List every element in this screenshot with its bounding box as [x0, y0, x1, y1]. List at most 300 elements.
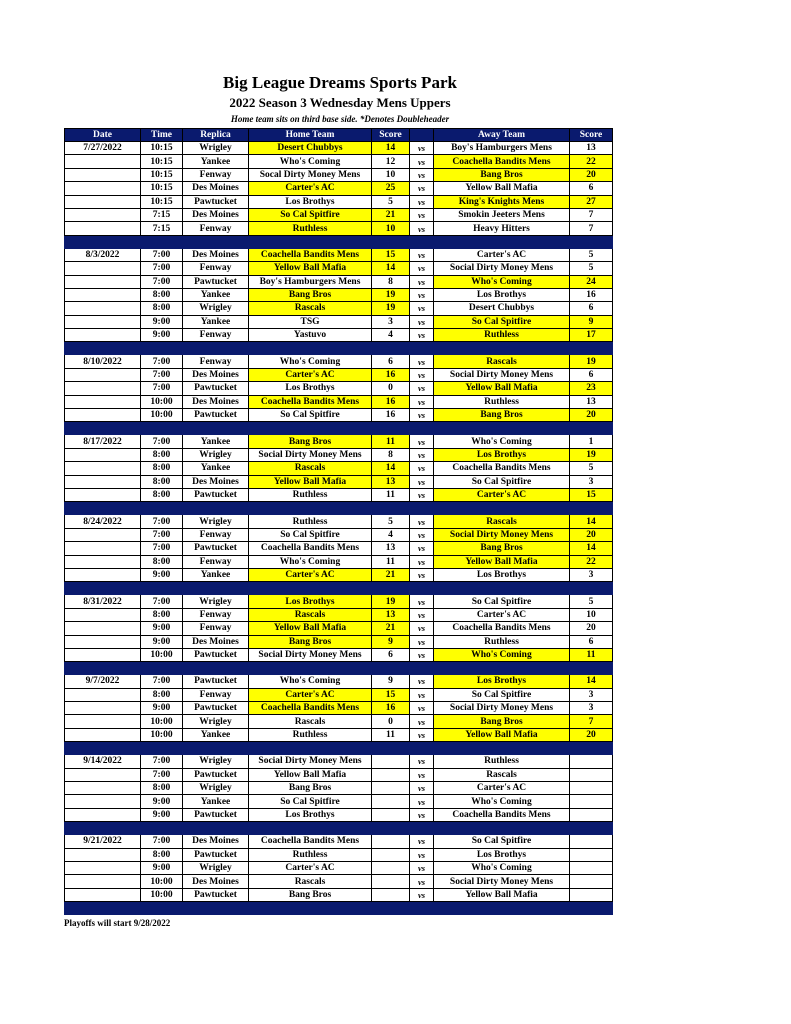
game-time: 7:00: [141, 355, 183, 368]
home-team: Ruthless: [249, 515, 372, 528]
game-replica: Fenway: [183, 688, 249, 701]
away-team: Yellow Ball Mafia: [434, 728, 570, 741]
game-row: [65, 182, 613, 195]
schedule-note: Home team sits on third base side. *Denotes Doubleheader: [230, 114, 450, 124]
vs-label: vs: [410, 702, 434, 715]
game-replica: Des Moines: [183, 835, 249, 848]
game-time: 10:00: [141, 648, 183, 661]
game-row: [65, 329, 613, 342]
game-replica: Yankee: [183, 155, 249, 168]
away-team: Ruthless: [434, 329, 570, 342]
game-replica: Wrigley: [183, 782, 249, 795]
game-row: [65, 222, 613, 235]
home-score: 8: [372, 275, 410, 288]
game-row: [65, 555, 613, 568]
game-replica: Wrigley: [183, 715, 249, 728]
away-team: Carter's AC: [434, 782, 570, 795]
away-score: 23: [570, 382, 613, 395]
vs-label: vs: [410, 168, 434, 181]
away-score: 15: [570, 488, 613, 501]
vs-label: vs: [410, 435, 434, 448]
game-time: 7:00: [141, 542, 183, 555]
vs-label: vs: [410, 595, 434, 608]
vs-label: vs: [410, 222, 434, 235]
game-date: [65, 728, 141, 741]
vs-label: vs: [410, 195, 434, 208]
home-team: Los Brothys: [249, 382, 372, 395]
away-team: Who's Coming: [434, 435, 570, 448]
game-date: [65, 462, 141, 475]
game-date: [65, 262, 141, 275]
home-team: Bang Bros: [249, 888, 372, 901]
game-date: 8/17/2022: [65, 435, 141, 448]
game-row: [65, 475, 613, 488]
game-date: 9/21/2022: [65, 835, 141, 848]
col-date: Date: [65, 129, 141, 142]
vs-label: vs: [410, 675, 434, 688]
vs-label: vs: [410, 608, 434, 621]
game-replica: Pawtucket: [183, 768, 249, 781]
home-team: Yellow Ball Mafia: [249, 622, 372, 635]
home-team: Boy's Hamburgers Mens: [249, 275, 372, 288]
away-score: 20: [570, 622, 613, 635]
vs-label: vs: [410, 155, 434, 168]
home-team: Yastuvo: [249, 329, 372, 342]
game-time: 8:00: [141, 488, 183, 501]
away-team: So Cal Spitfire: [434, 475, 570, 488]
group-separator: [65, 582, 613, 595]
game-replica: Fenway: [183, 608, 249, 621]
vs-label: vs: [410, 182, 434, 195]
game-time: 8:00: [141, 688, 183, 701]
game-time: 10:15: [141, 195, 183, 208]
game-time: 9:00: [141, 622, 183, 635]
away-team: Bang Bros: [434, 168, 570, 181]
game-date: [65, 795, 141, 808]
home-score: 11: [372, 488, 410, 501]
away-score: [570, 875, 613, 888]
away-team: Los Brothys: [434, 848, 570, 861]
col-vs: [410, 129, 434, 142]
game-row: [65, 795, 613, 808]
game-date: 8/3/2022: [65, 248, 141, 261]
game-replica: Wrigley: [183, 515, 249, 528]
away-score: 24: [570, 275, 613, 288]
away-score: 27: [570, 195, 613, 208]
home-score: [372, 808, 410, 821]
game-row: [65, 622, 613, 635]
home-score: [372, 875, 410, 888]
game-row: [65, 568, 613, 581]
game-time: 9:00: [141, 795, 183, 808]
game-row: [65, 262, 613, 275]
game-date: [65, 488, 141, 501]
away-team: Smokin Jeeters Mens: [434, 208, 570, 221]
away-score: 6: [570, 302, 613, 315]
vs-label: vs: [410, 688, 434, 701]
vs-label: vs: [410, 329, 434, 342]
playoffs-note: Playoffs will start 9/28/2022: [64, 918, 171, 928]
away-team: Bang Bros: [434, 542, 570, 555]
away-team: Yellow Ball Mafia: [434, 888, 570, 901]
home-score: 19: [372, 595, 410, 608]
home-score: 15: [372, 688, 410, 701]
game-time: 7:00: [141, 262, 183, 275]
vs-label: vs: [410, 875, 434, 888]
away-team: So Cal Spitfire: [434, 688, 570, 701]
vs-label: vs: [410, 835, 434, 848]
home-team: Who's Coming: [249, 555, 372, 568]
game-date: [65, 848, 141, 861]
game-row: [65, 448, 613, 461]
away-score: [570, 848, 613, 861]
schedule-table: [64, 128, 613, 915]
away-score: [570, 782, 613, 795]
game-replica: Wrigley: [183, 142, 249, 155]
away-score: [570, 888, 613, 901]
away-score: 20: [570, 168, 613, 181]
vs-label: vs: [410, 409, 434, 422]
home-team: Yellow Ball Mafia: [249, 475, 372, 488]
game-date: [65, 528, 141, 541]
vs-label: vs: [410, 715, 434, 728]
game-row: [65, 368, 613, 381]
game-time: 9:00: [141, 568, 183, 581]
game-row: [65, 808, 613, 821]
vs-label: vs: [410, 528, 434, 541]
game-time: 10:00: [141, 395, 183, 408]
game-row: [65, 888, 613, 901]
home-score: 9: [372, 635, 410, 648]
game-time: 7:00: [141, 835, 183, 848]
vs-label: vs: [410, 462, 434, 475]
game-time: 8:00: [141, 555, 183, 568]
game-time: 7:00: [141, 515, 183, 528]
game-replica: Fenway: [183, 555, 249, 568]
home-team: So Cal Spitfire: [249, 528, 372, 541]
home-score: [372, 848, 410, 861]
away-score: 6: [570, 368, 613, 381]
away-score: 10: [570, 608, 613, 621]
away-score: 22: [570, 155, 613, 168]
home-score: 16: [372, 368, 410, 381]
game-row: [65, 288, 613, 301]
game-time: 8:00: [141, 782, 183, 795]
home-score: 16: [372, 395, 410, 408]
game-row: [65, 675, 613, 688]
vs-label: vs: [410, 728, 434, 741]
game-date: 8/10/2022: [65, 355, 141, 368]
away-score: 19: [570, 448, 613, 461]
game-replica: Yankee: [183, 568, 249, 581]
game-row: [65, 488, 613, 501]
away-team: Yellow Ball Mafia: [434, 382, 570, 395]
game-replica: Pawtucket: [183, 808, 249, 821]
away-team: Who's Coming: [434, 795, 570, 808]
vs-label: vs: [410, 515, 434, 528]
home-score: 19: [372, 302, 410, 315]
away-team: Ruthless: [434, 395, 570, 408]
game-date: 9/14/2022: [65, 755, 141, 768]
game-time: 8:00: [141, 448, 183, 461]
game-replica: Yankee: [183, 288, 249, 301]
home-team: Rascals: [249, 715, 372, 728]
game-time: 10:15: [141, 155, 183, 168]
vs-label: vs: [410, 768, 434, 781]
home-score: 16: [372, 409, 410, 422]
home-team: So Cal Spitfire: [249, 208, 372, 221]
home-score: [372, 795, 410, 808]
game-date: [65, 275, 141, 288]
home-score: 21: [372, 622, 410, 635]
away-score: 7: [570, 208, 613, 221]
vs-label: vs: [410, 142, 434, 155]
home-team: Coachella Bandits Mens: [249, 395, 372, 408]
game-replica: Des Moines: [183, 248, 249, 261]
game-row: [65, 608, 613, 621]
game-date: [65, 808, 141, 821]
game-replica: Pawtucket: [183, 702, 249, 715]
vs-label: vs: [410, 782, 434, 795]
group-separator: [65, 822, 613, 835]
home-score: 21: [372, 568, 410, 581]
home-score: 12: [372, 155, 410, 168]
game-date: [65, 368, 141, 381]
home-team: Carter's AC: [249, 568, 372, 581]
away-score: [570, 768, 613, 781]
home-team: Yellow Ball Mafia: [249, 262, 372, 275]
col-replica: Replica: [183, 129, 249, 142]
home-team: Who's Coming: [249, 155, 372, 168]
game-replica: Pawtucket: [183, 648, 249, 661]
home-team: So Cal Spitfire: [249, 409, 372, 422]
game-row: [65, 648, 613, 661]
vs-label: vs: [410, 568, 434, 581]
game-date: [65, 888, 141, 901]
away-score: [570, 808, 613, 821]
home-score: 11: [372, 728, 410, 741]
game-replica: Pawtucket: [183, 675, 249, 688]
vs-label: vs: [410, 755, 434, 768]
col-home-score: Score: [372, 129, 410, 142]
home-score: 14: [372, 142, 410, 155]
game-date: [65, 288, 141, 301]
home-score: 10: [372, 168, 410, 181]
game-date: [65, 222, 141, 235]
home-score: 15: [372, 248, 410, 261]
game-row: [65, 528, 613, 541]
game-time: 7:00: [141, 768, 183, 781]
separator-bar: [65, 662, 613, 675]
game-replica: Yankee: [183, 315, 249, 328]
game-replica: Wrigley: [183, 861, 249, 874]
game-time: 9:00: [141, 315, 183, 328]
home-team: Rascals: [249, 302, 372, 315]
away-score: 17: [570, 329, 613, 342]
home-score: 11: [372, 555, 410, 568]
game-replica: Fenway: [183, 528, 249, 541]
away-score: 3: [570, 702, 613, 715]
game-time: 9:00: [141, 329, 183, 342]
game-replica: Fenway: [183, 355, 249, 368]
game-replica: Fenway: [183, 222, 249, 235]
game-replica: Wrigley: [183, 755, 249, 768]
game-replica: Yankee: [183, 435, 249, 448]
away-team: Coachella Bandits Mens: [434, 155, 570, 168]
game-row: [65, 195, 613, 208]
vs-label: vs: [410, 635, 434, 648]
game-replica: Pawtucket: [183, 275, 249, 288]
away-team: Coachella Bandits Mens: [434, 808, 570, 821]
away-score: [570, 835, 613, 848]
away-score: 20: [570, 409, 613, 422]
away-team: Yellow Ball Mafia: [434, 555, 570, 568]
home-team: Los Brothys: [249, 808, 372, 821]
game-time: 9:00: [141, 861, 183, 874]
away-score: [570, 861, 613, 874]
game-date: [65, 875, 141, 888]
game-row: [65, 728, 613, 741]
home-score: [372, 768, 410, 781]
separator-bar: [65, 502, 613, 515]
game-time: 7:00: [141, 528, 183, 541]
game-time: 10:00: [141, 888, 183, 901]
game-row: [65, 595, 613, 608]
away-score: 11: [570, 648, 613, 661]
game-row: [65, 315, 613, 328]
game-date: [65, 715, 141, 728]
game-time: 7:00: [141, 595, 183, 608]
group-separator: [65, 742, 613, 755]
game-time: 7:15: [141, 208, 183, 221]
away-team: Los Brothys: [434, 568, 570, 581]
schedule-body: [65, 142, 613, 915]
home-team: Ruthless: [249, 728, 372, 741]
game-time: 8:00: [141, 608, 183, 621]
game-date: [65, 688, 141, 701]
game-date: [65, 782, 141, 795]
away-score: 14: [570, 675, 613, 688]
away-score: 6: [570, 635, 613, 648]
page-title: Big League Dreams Sports Park: [223, 73, 457, 92]
game-time: 7:00: [141, 755, 183, 768]
away-score: 3: [570, 475, 613, 488]
home-score: [372, 861, 410, 874]
away-score: 13: [570, 142, 613, 155]
away-score: 7: [570, 222, 613, 235]
away-score: 7: [570, 715, 613, 728]
game-date: [65, 182, 141, 195]
game-replica: Pawtucket: [183, 409, 249, 422]
separator-bar: [65, 742, 613, 755]
home-score: [372, 782, 410, 795]
home-score: [372, 835, 410, 848]
game-replica: Yankee: [183, 462, 249, 475]
game-time: 8:00: [141, 302, 183, 315]
home-score: 10: [372, 222, 410, 235]
away-score: 22: [570, 555, 613, 568]
game-date: [65, 555, 141, 568]
game-replica: Pawtucket: [183, 382, 249, 395]
home-team: Who's Coming: [249, 675, 372, 688]
away-team: Carter's AC: [434, 488, 570, 501]
separator-bar: [65, 822, 613, 835]
vs-label: vs: [410, 795, 434, 808]
away-team: Boy's Hamburgers Mens: [434, 142, 570, 155]
game-replica: Wrigley: [183, 448, 249, 461]
away-team: Bang Bros: [434, 409, 570, 422]
game-date: [65, 542, 141, 555]
home-team: TSG: [249, 315, 372, 328]
home-score: 6: [372, 648, 410, 661]
separator-bar: [65, 422, 613, 435]
home-score: 13: [372, 542, 410, 555]
home-team: Rascals: [249, 875, 372, 888]
away-score: 1: [570, 435, 613, 448]
separator-bar: [65, 235, 613, 248]
home-score: 9: [372, 675, 410, 688]
home-team: Bang Bros: [249, 782, 372, 795]
game-date: [65, 302, 141, 315]
game-replica: Fenway: [183, 329, 249, 342]
home-score: [372, 888, 410, 901]
home-score: 16: [372, 702, 410, 715]
home-score: 3: [372, 315, 410, 328]
away-team: Coachella Bandits Mens: [434, 462, 570, 475]
game-date: 8/24/2022: [65, 515, 141, 528]
home-team: So Cal Spitfire: [249, 795, 372, 808]
game-date: [65, 195, 141, 208]
away-score: 3: [570, 568, 613, 581]
header-row: [65, 129, 613, 142]
game-row: [65, 142, 613, 155]
game-date: [65, 648, 141, 661]
home-team: Los Brothys: [249, 595, 372, 608]
away-team: Who's Coming: [434, 648, 570, 661]
vs-label: vs: [410, 382, 434, 395]
home-team: Coachella Bandits Mens: [249, 248, 372, 261]
game-row: [65, 542, 613, 555]
game-time: 10:00: [141, 728, 183, 741]
away-team: Who's Coming: [434, 275, 570, 288]
away-team: Ruthless: [434, 635, 570, 648]
away-score: [570, 755, 613, 768]
home-team: Carter's AC: [249, 861, 372, 874]
game-time: 7:00: [141, 248, 183, 261]
group-separator: [65, 342, 613, 355]
game-row: [65, 208, 613, 221]
away-team: So Cal Spitfire: [434, 595, 570, 608]
away-team: Carter's AC: [434, 248, 570, 261]
vs-label: vs: [410, 262, 434, 275]
game-date: 7/27/2022: [65, 142, 141, 155]
away-score: 5: [570, 262, 613, 275]
game-replica: Fenway: [183, 262, 249, 275]
game-replica: Pawtucket: [183, 888, 249, 901]
away-team: Los Brothys: [434, 288, 570, 301]
game-time: 7:00: [141, 275, 183, 288]
game-row: [65, 382, 613, 395]
away-score: 16: [570, 288, 613, 301]
col-home-team: Home Team: [249, 129, 372, 142]
vs-label: vs: [410, 315, 434, 328]
game-time: 8:00: [141, 288, 183, 301]
game-replica: Wrigley: [183, 302, 249, 315]
game-time: 9:00: [141, 702, 183, 715]
home-score: 21: [372, 208, 410, 221]
home-team: Rascals: [249, 462, 372, 475]
game-replica: Des Moines: [183, 635, 249, 648]
